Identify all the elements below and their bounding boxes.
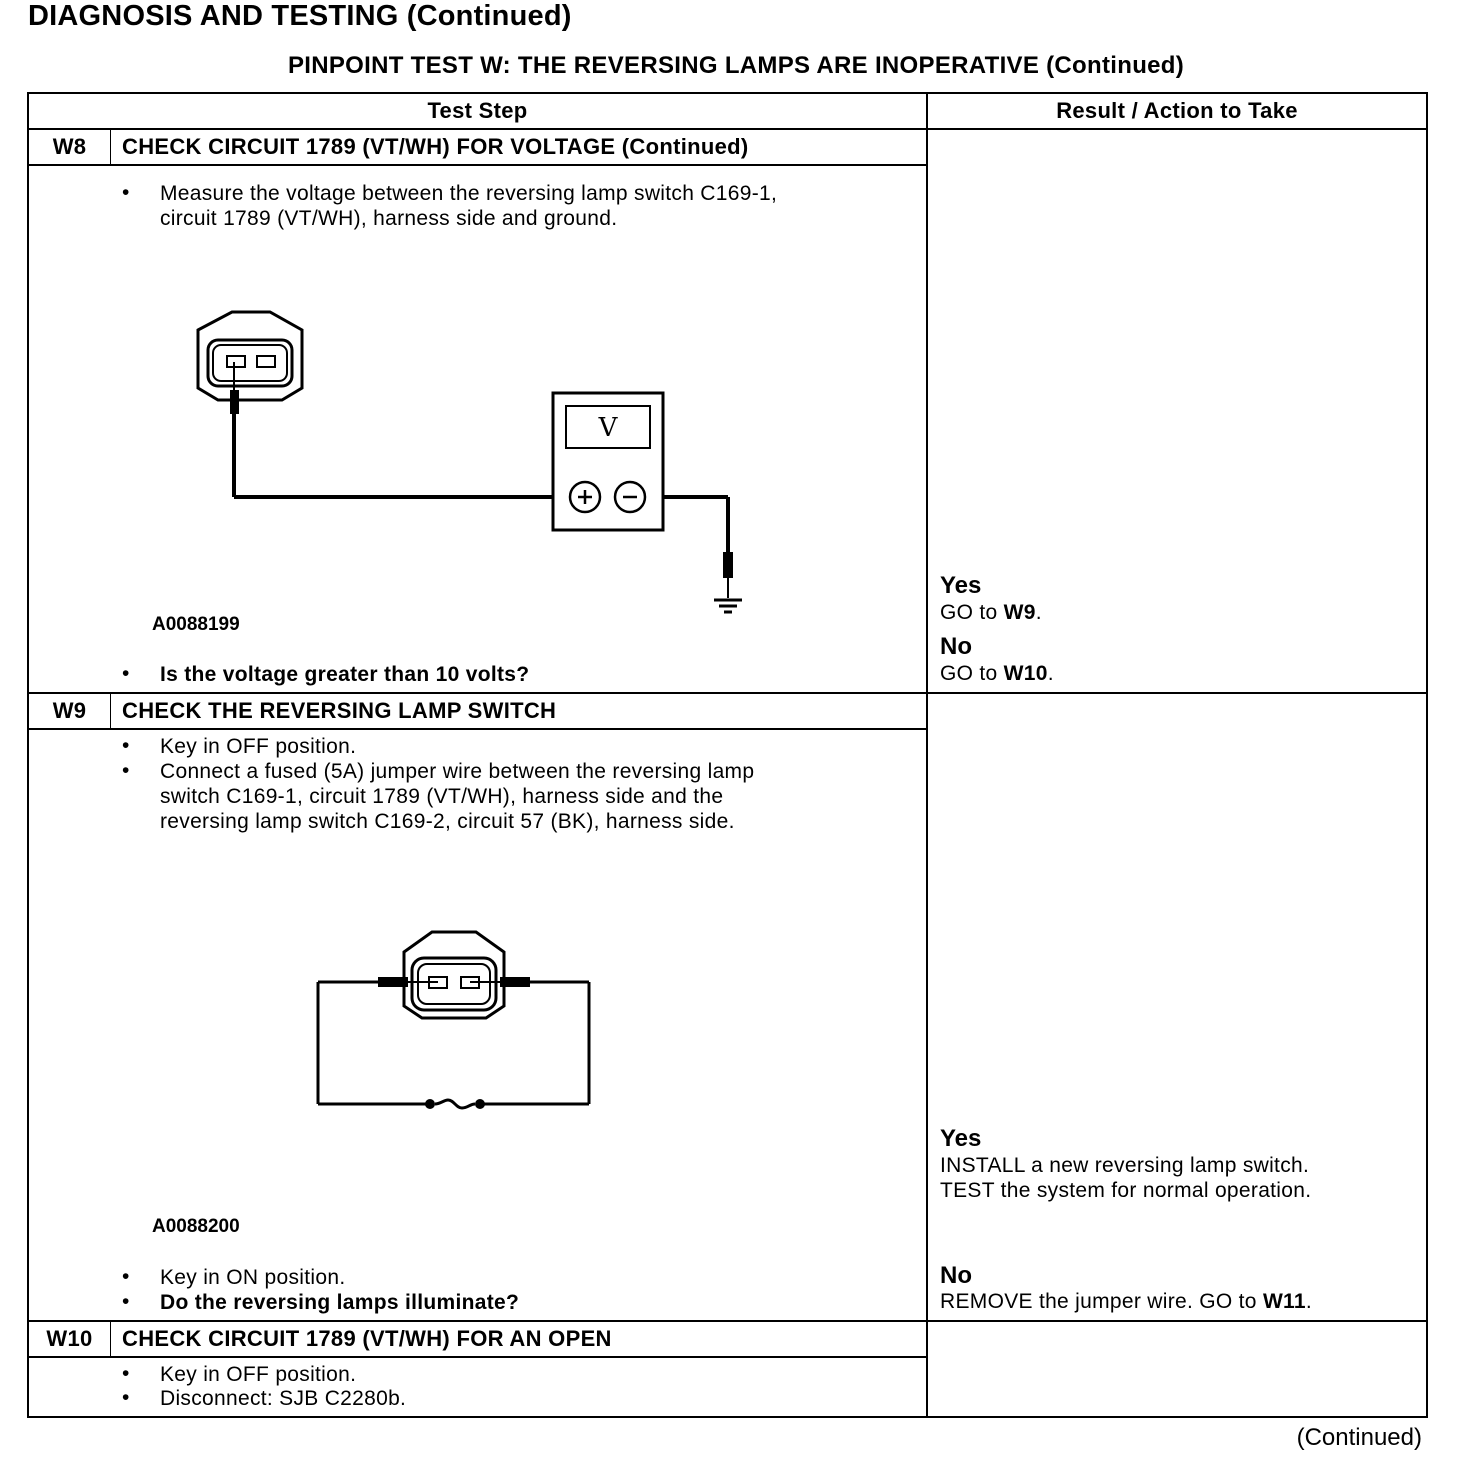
result-yes-action: TEST the system for normal operation. — [940, 1179, 1312, 1202]
step-title: CHECK THE REVERSING LAMP SWITCH — [122, 698, 557, 723]
goto-ref-w9[interactable]: W9 — [1003, 601, 1036, 624]
bullet: • — [122, 1290, 130, 1313]
result-no-action: GO to W10. — [940, 662, 1054, 685]
instruction-line: switch C169-1, circuit 1789 (VT/WH), harness side and the — [160, 785, 724, 808]
probe-tip — [378, 977, 408, 987]
header-test-step: Test Step — [427, 98, 528, 123]
instruction-line: Disconnect: SJB C2280b. — [160, 1387, 407, 1410]
figure-id: A0088200 — [152, 1216, 240, 1237]
step-question: Do the reversing lamps illuminate? — [160, 1291, 520, 1314]
bullet: • — [122, 734, 130, 757]
result-no-action: REMOVE the jumper wire. GO to W11. — [940, 1290, 1312, 1313]
step-id: W8 — [52, 134, 87, 159]
result-yes-action: INSTALL a new reversing lamp switch. — [940, 1154, 1310, 1177]
result-yes-action: GO to W9. — [940, 601, 1042, 624]
result-no-label: No — [940, 1262, 972, 1289]
goto-ref-w11[interactable]: W11 — [1262, 1290, 1306, 1313]
step-title: CHECK CIRCUIT 1789 (VT/WH) FOR VOLTAGE (Continued) — [122, 134, 749, 159]
probe-tip — [500, 977, 530, 987]
bullet: • — [122, 759, 130, 782]
page-heading: DIAGNOSIS AND TESTING (Continued) — [28, 0, 572, 32]
result-yes-label: Yes — [940, 1125, 982, 1152]
step-id: W10 — [46, 1326, 93, 1351]
continued-label: (Continued) — [1296, 1424, 1422, 1451]
instruction-line: Key in OFF position. — [160, 1363, 357, 1386]
instruction-line: circuit 1789 (VT/WH), harness side and ground. — [160, 207, 618, 230]
voltmeter-label: V — [598, 413, 618, 443]
header-result-action: Result / Action to Take — [1056, 98, 1298, 123]
instruction-line: reversing lamp switch C169-2, circuit 57 (BK), harness side. — [160, 810, 735, 833]
instruction-line: Key in ON position. — [160, 1266, 346, 1289]
bullet: • — [122, 1362, 130, 1385]
result-no-label: No — [940, 633, 972, 660]
step-id: W9 — [52, 698, 87, 723]
instruction-line: Key in OFF position. — [160, 735, 357, 758]
fuse-icon — [425, 1099, 485, 1109]
figure-id: A0088199 — [152, 614, 240, 635]
instruction-line: Connect a fused (5A) jumper wire between the reversing lamp — [160, 760, 755, 783]
step-title: CHECK CIRCUIT 1789 (VT/WH) FOR AN OPEN — [122, 1326, 612, 1351]
step-question: Is the voltage greater than 10 volts? — [160, 663, 530, 686]
bullet: • — [122, 1386, 130, 1409]
instruction-line: Measure the voltage between the reversing lamp switch C169-1, — [160, 182, 778, 205]
result-yes-label: Yes — [940, 572, 982, 599]
bullet: • — [122, 1265, 130, 1288]
bullet: • — [122, 662, 130, 685]
connector-icon — [404, 932, 504, 1018]
bullet: • — [122, 181, 130, 204]
goto-ref-w10[interactable]: W10 — [1003, 662, 1048, 685]
pinpoint-test-title: PINPOINT TEST W: THE REVERSING LAMPS ARE INOPERATIVE (Continued) — [287, 52, 1185, 79]
